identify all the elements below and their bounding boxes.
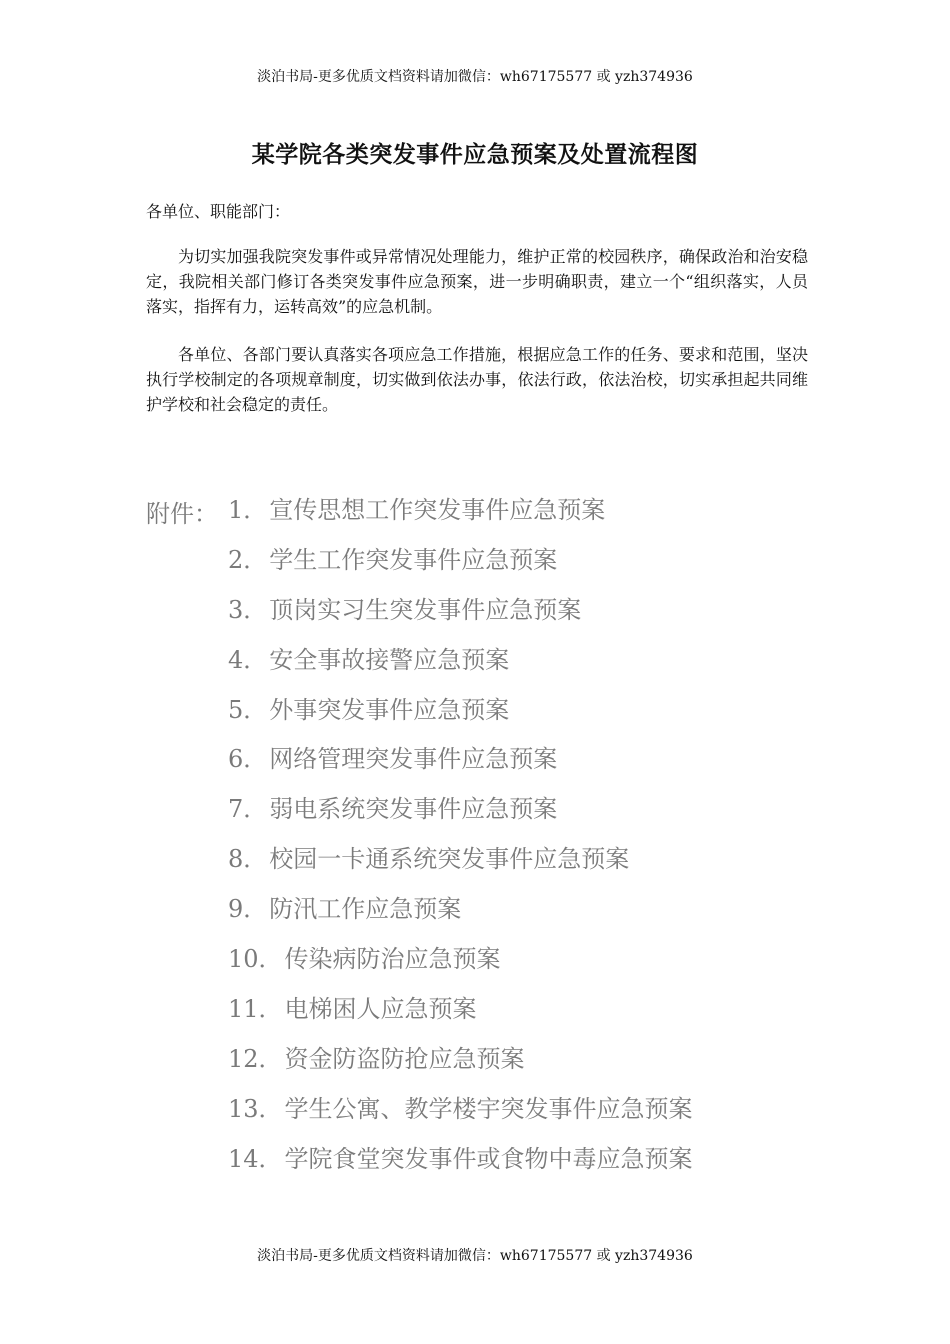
attachment-item xyxy=(228,1093,693,1143)
attachment-item xyxy=(228,993,693,1043)
attachment-number: 12． xyxy=(228,1044,283,1073)
attachments-label: 附件： xyxy=(146,500,218,528)
paragraph-1: 为切实加强我院突发事件或异常情况处理能力，维护正常的校园秩序，确保政治和治安稳定，我院相关部门修订各类突发事件应急预案，进一步明确职责，建立一个“组织落实，人员落实，指挥有力，运转高效”的应急机制。 xyxy=(146,247,808,316)
paragraph-2: 各单位、各部门要认真落实各项应急工作措施，根据应急工作的任务、要求和范围，坚决执行学校制定的各项规章制度，切实做到依法办事，依法行政，依法治校，切实承担起共同维护学校和社会稳定的责任。 xyxy=(146,345,808,414)
attachment-number: 14． xyxy=(228,1144,283,1173)
attachment-item xyxy=(228,544,693,594)
attachment-number: 9． xyxy=(228,895,268,924)
attachment-title: 学院食堂突发事件或食物中毒应急预案 xyxy=(284,1144,693,1173)
attachment-title: 外事突发事件应急预案 xyxy=(269,695,510,724)
attachment-item xyxy=(228,694,693,744)
attachment-number: 4． xyxy=(228,645,268,674)
attachment-item xyxy=(228,1143,693,1193)
attachment-item xyxy=(228,1043,693,1093)
attachment-item xyxy=(228,494,693,544)
attachment-number: 8． xyxy=(228,845,268,874)
attachment-title: 学生公寓、教学楼宇突发事件应急预案 xyxy=(284,1094,693,1123)
attachment-number: 11． xyxy=(228,994,283,1023)
attachment-item xyxy=(228,594,693,644)
attachment-item xyxy=(228,943,693,993)
attachment-title: 网络管理突发事件应急预案 xyxy=(269,745,558,774)
attachment-item xyxy=(228,743,693,793)
attachment-title: 弱电系统突发事件应急预案 xyxy=(269,795,558,824)
attachments-list xyxy=(228,494,693,1192)
header-note: 淡泊书局-更多优质文档资料请加微信：wh67175577 或 yzh374936 xyxy=(257,69,693,85)
attachment-title: 安全事故接警应急预案 xyxy=(269,645,510,674)
attachment-item xyxy=(228,843,693,893)
attachment-number: 3． xyxy=(228,595,268,624)
attachment-number: 10． xyxy=(228,945,283,974)
attachment-title: 顶岗实习生突发事件应急预案 xyxy=(269,595,582,624)
attachment-number: 13． xyxy=(228,1094,283,1123)
attachment-title: 传染病防治应急预案 xyxy=(284,945,501,974)
attachment-title: 资金防盗防抢应急预案 xyxy=(284,1044,525,1073)
attachment-title: 防汛工作应急预案 xyxy=(269,895,462,924)
attachment-number: 7． xyxy=(228,795,268,824)
attachment-item xyxy=(228,793,693,843)
attachment-number: 6． xyxy=(228,745,268,774)
document-title: 某学院各类突发事件应急预案及处置流程图 xyxy=(251,142,699,168)
attachment-title: 学生工作突发事件应急预案 xyxy=(269,545,558,574)
attachment-title: 宣传思想工作突发事件应急预案 xyxy=(269,496,606,524)
attachment-item xyxy=(228,893,693,943)
attachment-number: 1． xyxy=(228,496,268,524)
attachment-title: 校园一卡通系统突发事件应急预案 xyxy=(269,845,630,874)
attachment-title: 电梯困人应急预案 xyxy=(284,994,477,1023)
attachment-number: 2． xyxy=(228,545,268,574)
attachment-item xyxy=(228,644,693,694)
attachment-number: 5． xyxy=(228,695,268,724)
footer-note: 淡泊书局-更多优质文档资料请加微信：wh67175577 或 yzh374936 xyxy=(257,1248,693,1264)
salutation: 各单位、职能部门： xyxy=(146,202,291,221)
